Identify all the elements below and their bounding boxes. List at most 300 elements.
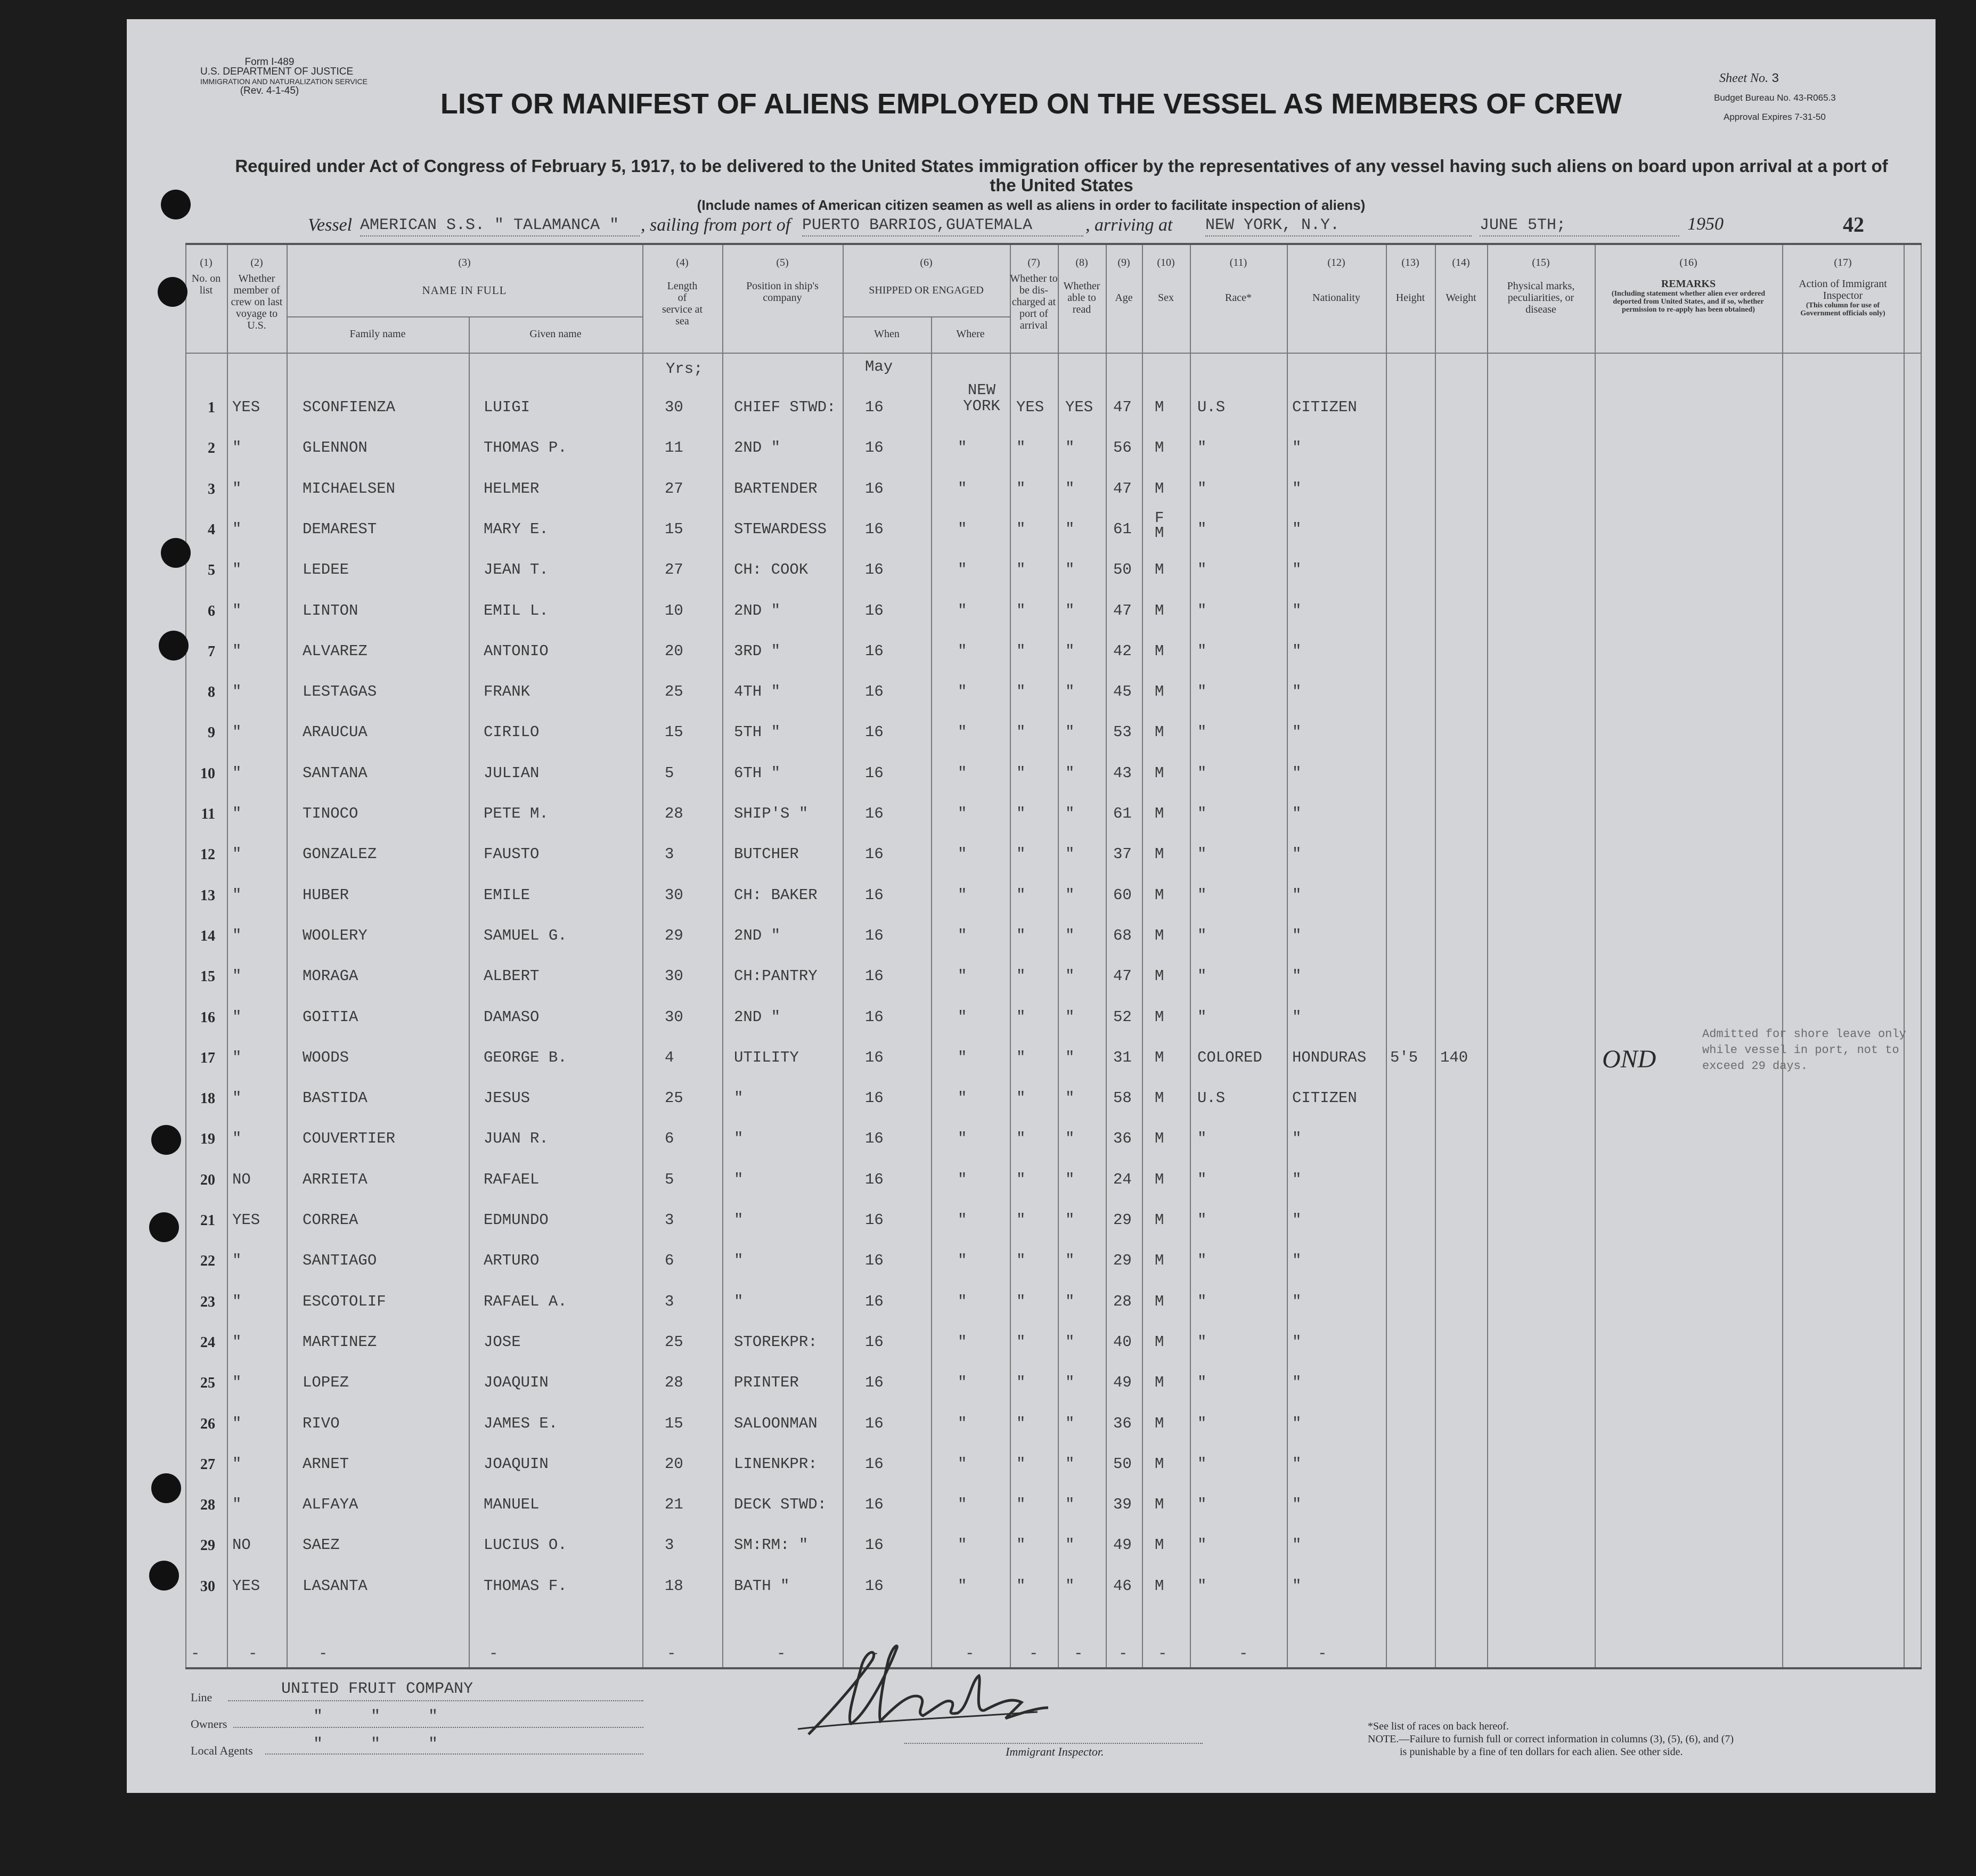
col-line xyxy=(931,317,932,1667)
family-name: WOOLERY xyxy=(303,927,368,944)
dash-mark: - xyxy=(191,1645,200,1662)
col12-header xyxy=(1287,257,1386,304)
race: " xyxy=(1197,1536,1207,1554)
crew-last-voyage: " xyxy=(232,723,242,741)
row-number: 8 xyxy=(208,684,215,700)
position: SALOONMAN xyxy=(734,1415,818,1432)
age: 36 xyxy=(1113,1415,1132,1432)
race: " xyxy=(1197,480,1207,497)
family-name: LOPEZ xyxy=(303,1374,349,1391)
shipped-when: 16 xyxy=(865,1293,884,1310)
punch-hole xyxy=(151,1473,181,1503)
race: " xyxy=(1197,561,1207,578)
shipped-when: 16 xyxy=(865,1374,884,1391)
shipped-where: " xyxy=(958,1496,967,1513)
family-name: ESCOTOLIF xyxy=(303,1293,386,1310)
shipped-when: 16 xyxy=(865,967,884,985)
service-years: 30 xyxy=(665,1008,683,1026)
service-years: 5 xyxy=(665,764,674,782)
sex: M xyxy=(1155,1252,1164,1269)
age: 29 xyxy=(1113,1211,1132,1229)
race: " xyxy=(1197,1415,1207,1432)
age: 47 xyxy=(1113,398,1132,416)
able-to-read: " xyxy=(1065,439,1075,456)
service-years: 10 xyxy=(665,602,683,619)
given-name: JUAN R. xyxy=(484,1130,549,1147)
where-header: Where xyxy=(956,328,985,340)
given-name: JEAN T. xyxy=(484,561,549,578)
position: 2ND " xyxy=(734,1008,781,1026)
able-to-read: " xyxy=(1065,723,1075,741)
crew-last-voyage: " xyxy=(232,886,242,904)
col17-title: Action of Immigrant Inspector xyxy=(1799,278,1887,301)
able-to-read: " xyxy=(1065,561,1075,578)
age: 28 xyxy=(1113,1293,1132,1310)
col13-number: (13) xyxy=(1401,257,1419,268)
age: 53 xyxy=(1113,723,1132,741)
family-name: LESTAGAS xyxy=(303,683,377,700)
nationality: " xyxy=(1292,1211,1302,1229)
col-line xyxy=(1904,245,1905,1667)
service-years: 21 xyxy=(665,1496,683,1513)
shipped-where: " xyxy=(958,723,967,741)
to-be-discharged: " xyxy=(1016,845,1026,863)
col10-header xyxy=(1142,257,1190,304)
race: " xyxy=(1197,1171,1207,1188)
age: 45 xyxy=(1113,683,1132,700)
sex: M xyxy=(1155,1089,1164,1107)
row-number: 12 xyxy=(200,846,215,863)
col-line xyxy=(1435,245,1436,1667)
col9-number: (9) xyxy=(1117,257,1130,268)
able-to-read: " xyxy=(1065,683,1075,700)
given-name: EMILE xyxy=(484,886,530,904)
able-to-read: " xyxy=(1065,1049,1075,1066)
col-line xyxy=(1010,245,1011,1667)
shipped-when: 16 xyxy=(865,1252,884,1269)
service-years: 3 xyxy=(665,1211,674,1229)
age: 39 xyxy=(1113,1496,1132,1513)
arriving-underline xyxy=(1205,235,1472,236)
family-name: SANTANA xyxy=(303,764,368,782)
line-underline xyxy=(228,1700,643,1701)
able-to-read: YES xyxy=(1065,398,1093,416)
punch-hole xyxy=(151,1125,181,1155)
nationality: " xyxy=(1292,1333,1302,1351)
position: STEWARDESS xyxy=(734,520,827,538)
able-to-read: " xyxy=(1065,845,1075,863)
header-bottom-border xyxy=(185,353,1922,354)
shipped-where: " xyxy=(958,1211,967,1229)
position: CH:PANTRY xyxy=(734,967,818,985)
service-years: 27 xyxy=(665,561,683,578)
nationality: " xyxy=(1292,967,1302,985)
shipped-where: " xyxy=(958,1455,967,1473)
service-years: 25 xyxy=(665,1089,683,1107)
shipped-when: 16 xyxy=(865,1415,884,1432)
crew-last-voyage: " xyxy=(232,1496,242,1513)
sex: M xyxy=(1155,439,1164,456)
crew-last-voyage: " xyxy=(232,1293,242,1310)
row-number: 16 xyxy=(200,1009,215,1026)
sex: M xyxy=(1155,886,1164,904)
page-title: LIST OR MANIFEST OF ALIENS EMPLOYED ON THE VESSEL AS MEMBERS OF CREW xyxy=(440,88,1622,120)
race: " xyxy=(1197,1252,1207,1269)
age: 29 xyxy=(1113,1252,1132,1269)
row-number: 24 xyxy=(200,1334,215,1351)
date-underline xyxy=(1480,235,1679,236)
dash-mark: - xyxy=(319,1645,328,1662)
position: 2ND " xyxy=(734,439,781,456)
given-name: JOAQUIN xyxy=(484,1455,549,1473)
shipped-where: " xyxy=(958,1374,967,1391)
to-be-discharged: " xyxy=(1016,927,1026,944)
family-name: ARAUCUA xyxy=(303,723,368,741)
crew-last-voyage: " xyxy=(232,683,242,700)
shipped-where: " xyxy=(958,967,967,985)
family-name: HUBER xyxy=(303,886,349,904)
dash-mark: - xyxy=(1158,1645,1167,1662)
col-line xyxy=(1190,245,1191,1667)
sex: M xyxy=(1155,602,1164,619)
row-number: 11 xyxy=(201,806,215,822)
page-subtitle: Required under Act of Congress of February 5, 1917, to be delivered to the United States immigration officer by the representatives of any vessel having such aliens on board upon arrival at a port of the United States xyxy=(235,156,1888,195)
shipped-where: " xyxy=(958,1171,967,1188)
position: " xyxy=(734,1293,744,1310)
position: " xyxy=(734,1130,744,1147)
race: " xyxy=(1197,1293,1207,1310)
col8-number: (8) xyxy=(1075,257,1088,268)
race: " xyxy=(1197,439,1207,456)
able-to-read: " xyxy=(1065,1536,1075,1554)
race: " xyxy=(1197,723,1207,741)
dash-mark: - xyxy=(777,1645,786,1662)
position: SM:RM: " xyxy=(734,1536,809,1554)
sex: M xyxy=(1155,1049,1164,1066)
approval-expiry: Approval Expires 7-31-50 xyxy=(1724,112,1826,122)
given-name: THOMAS P. xyxy=(484,439,567,456)
col-line xyxy=(722,245,723,1667)
shipped-when: 16 xyxy=(865,1089,884,1107)
age: 47 xyxy=(1113,480,1132,497)
row-number: 10 xyxy=(200,765,215,782)
shipped-when: 16 xyxy=(865,439,884,456)
given-name: RAFAEL A. xyxy=(484,1293,567,1310)
to-be-discharged: " xyxy=(1016,1211,1026,1229)
sheet-number-block xyxy=(1719,71,1779,86)
to-be-discharged: " xyxy=(1016,1089,1026,1107)
punch-hole xyxy=(158,277,187,307)
col-line xyxy=(185,245,186,1667)
row-number: 28 xyxy=(200,1497,215,1513)
col15-header xyxy=(1487,257,1595,315)
service-years: 4 xyxy=(665,1049,674,1066)
service-name: IMMIGRATION AND NATURALIZATION SERVICE xyxy=(200,77,368,86)
col13-header xyxy=(1386,257,1435,304)
inspector-underline xyxy=(904,1743,1203,1744)
col-line xyxy=(1595,245,1596,1667)
nationality: " xyxy=(1292,927,1302,944)
shipped-when: 16 xyxy=(865,398,884,416)
able-to-read: " xyxy=(1065,1415,1075,1432)
position: CHIEF STWD: xyxy=(734,398,836,416)
race: U.S xyxy=(1197,398,1226,416)
to-be-discharged: " xyxy=(1016,1293,1026,1310)
crew-last-voyage: YES xyxy=(232,398,260,416)
age: 43 xyxy=(1113,764,1132,782)
nationality: " xyxy=(1292,764,1302,782)
service-years: 15 xyxy=(665,520,683,538)
service-years: 15 xyxy=(665,723,683,741)
col14-title: Weight xyxy=(1446,292,1476,304)
family-name: CORREA xyxy=(303,1211,358,1229)
able-to-read: " xyxy=(1065,1577,1075,1595)
sailing-underline xyxy=(802,235,1083,236)
family-name: LINTON xyxy=(303,602,358,619)
row-number: 7 xyxy=(208,643,215,660)
to-be-discharged: " xyxy=(1016,1496,1026,1513)
service-years: 20 xyxy=(665,642,683,660)
age: 36 xyxy=(1113,1130,1132,1147)
table-top-border xyxy=(185,243,1922,245)
sex: M xyxy=(1155,1211,1164,1229)
col4-number: (4) xyxy=(676,257,689,268)
crew-last-voyage: " xyxy=(232,1130,242,1147)
col6-title: SHIPPED OR ENGAGED xyxy=(869,284,984,296)
sailing-label: , sailing from port of xyxy=(641,215,791,235)
arrival-year: 1950 xyxy=(1687,214,1724,234)
family-name: GLENNON xyxy=(303,439,368,456)
col13-title: Height xyxy=(1395,292,1425,304)
position: SHIP'S " xyxy=(734,805,809,822)
service-years: 6 xyxy=(665,1252,674,1269)
penalty-note-1: NOTE.—Failure to furnish full or correct information in columns (3), (5), (6), and (7) xyxy=(1368,1733,1734,1745)
sex: M xyxy=(1155,1496,1164,1513)
race: " xyxy=(1197,602,1207,619)
col2-header xyxy=(227,257,287,331)
sex: M xyxy=(1155,1171,1164,1188)
crew-last-voyage: " xyxy=(232,845,242,863)
col8-title: Whether able to read xyxy=(1063,280,1100,315)
position: 5TH " xyxy=(734,723,781,741)
punch-hole xyxy=(149,1212,179,1242)
crew-last-voyage: " xyxy=(232,764,242,782)
race: " xyxy=(1197,967,1207,985)
agents-label: Local Agents xyxy=(191,1744,253,1757)
service-years: 3 xyxy=(665,1293,674,1310)
shipped-when: 16 xyxy=(865,845,884,863)
family-name: ARRIETA xyxy=(303,1171,368,1188)
shipped-where: " xyxy=(958,805,967,822)
sex: F M xyxy=(1155,509,1164,542)
col3-title: NAME IN FULL xyxy=(422,284,507,297)
able-to-read: " xyxy=(1065,1374,1075,1391)
age: 61 xyxy=(1113,520,1132,538)
dash-mark: - xyxy=(1074,1645,1083,1662)
name-subheader-line xyxy=(287,316,642,317)
shipped-when: 16 xyxy=(865,683,884,700)
punch-hole xyxy=(161,190,191,219)
dash-mark: - xyxy=(1318,1645,1327,1662)
position: 3RD " xyxy=(734,642,781,660)
nationality: " xyxy=(1292,1536,1302,1554)
service-years: 28 xyxy=(665,805,683,822)
race: COLORED xyxy=(1197,1049,1262,1066)
family-name: MORAGA xyxy=(303,967,358,985)
race: " xyxy=(1197,1455,1207,1473)
col5-title: Position in ship's company xyxy=(746,280,819,304)
shipped-where: " xyxy=(958,845,967,863)
sex: M xyxy=(1155,683,1164,700)
sex: M xyxy=(1155,1333,1164,1351)
race: " xyxy=(1197,520,1207,538)
sex: M xyxy=(1155,927,1164,944)
row-number: 5 xyxy=(208,562,215,578)
sex: M xyxy=(1155,642,1164,660)
given-name: CIRILO xyxy=(484,723,540,741)
col15-number: (15) xyxy=(1532,257,1550,268)
col-line xyxy=(1106,245,1107,1667)
nationality: " xyxy=(1292,642,1302,660)
col12-title: Nationality xyxy=(1312,292,1360,304)
col6-header xyxy=(843,257,1010,296)
nationality: " xyxy=(1292,1577,1302,1595)
dash-mark: - xyxy=(1029,1645,1039,1662)
to-be-discharged: " xyxy=(1016,1008,1026,1026)
row-number: 4 xyxy=(208,521,215,538)
given-name: PETE M. xyxy=(484,805,549,822)
shipped-where: " xyxy=(958,683,967,700)
nationality: CITIZEN xyxy=(1292,398,1357,416)
race: " xyxy=(1197,1496,1207,1513)
service-years: 3 xyxy=(665,1536,674,1554)
row-number: 23 xyxy=(200,1294,215,1310)
age: 58 xyxy=(1113,1089,1132,1107)
sex: M xyxy=(1155,1130,1164,1147)
age: 47 xyxy=(1113,967,1132,985)
able-to-read: " xyxy=(1065,1008,1075,1026)
position: BUTCHER xyxy=(734,845,799,863)
to-be-discharged: " xyxy=(1016,1130,1026,1147)
col-line xyxy=(1058,245,1059,1667)
shipped-where: " xyxy=(958,1415,967,1432)
arrival-date: JUNE 5TH; xyxy=(1480,216,1566,234)
able-to-read: " xyxy=(1065,1333,1075,1351)
service-years: 11 xyxy=(665,439,683,456)
shipped-where: " xyxy=(958,480,967,497)
nationality: " xyxy=(1292,1008,1302,1026)
row-number: 27 xyxy=(200,1456,215,1473)
family-name: RIVO xyxy=(303,1415,340,1432)
sheet-number: 3 xyxy=(1771,72,1779,86)
shipped-where: " xyxy=(958,520,967,538)
crew-last-voyage: " xyxy=(232,1049,242,1066)
col-line xyxy=(1386,245,1387,1667)
position: " xyxy=(734,1089,744,1107)
sex: M xyxy=(1155,723,1164,741)
family-name: SCONFIENZA xyxy=(303,398,396,416)
col-line xyxy=(1142,245,1143,1667)
col1-title: No. on list xyxy=(191,273,221,296)
nationality: " xyxy=(1292,683,1302,700)
col16-title: REMARKS xyxy=(1661,278,1716,290)
age: 56 xyxy=(1113,439,1132,456)
given-name: THOMAS F. xyxy=(484,1577,567,1595)
sex: M xyxy=(1155,1008,1164,1026)
form-number: Form I-489 xyxy=(244,56,295,68)
to-be-discharged: " xyxy=(1016,764,1026,782)
remark-initials: OND xyxy=(1602,1045,1656,1073)
nationality: CITIZEN xyxy=(1292,1089,1357,1107)
given-name: JOAQUIN xyxy=(484,1374,549,1391)
page-number: 42 xyxy=(1843,213,1864,236)
row-number: 19 xyxy=(200,1131,215,1147)
to-be-discharged: " xyxy=(1016,805,1026,822)
height: 5'5 xyxy=(1390,1049,1418,1066)
col14-header xyxy=(1435,257,1487,304)
able-to-read: " xyxy=(1065,642,1075,660)
shipped-when: 16 xyxy=(865,1455,884,1473)
nationality: " xyxy=(1292,1293,1302,1310)
owners-value: " " " xyxy=(313,1708,438,1726)
col2-number: (2) xyxy=(250,257,263,268)
shipped-where: " xyxy=(958,886,967,904)
shipped-when: 16 xyxy=(865,927,884,944)
dash-mark: - xyxy=(667,1645,676,1662)
crew-last-voyage: " xyxy=(232,602,242,619)
given-name: LUCIUS O. xyxy=(484,1536,567,1554)
given-name: JULIAN xyxy=(484,764,540,782)
agents-value: " " " xyxy=(313,1735,438,1753)
crew-last-voyage: " xyxy=(232,439,242,456)
row-number: 25 xyxy=(200,1375,215,1391)
sex: M xyxy=(1155,845,1164,863)
shipped-where: " xyxy=(958,1293,967,1310)
given-name: SAMUEL G. xyxy=(484,927,567,944)
age: 31 xyxy=(1113,1049,1132,1066)
age: 52 xyxy=(1113,1008,1132,1026)
shipped-when: 16 xyxy=(865,1333,884,1351)
shipped-where: NEW YORK xyxy=(963,381,1000,415)
sex: M xyxy=(1155,1577,1164,1595)
age: 49 xyxy=(1113,1374,1132,1391)
sex: M xyxy=(1155,480,1164,497)
row-number: 30 xyxy=(200,1578,215,1595)
family-name: COUVERTIER xyxy=(303,1130,396,1147)
age: 42 xyxy=(1113,642,1132,660)
crew-last-voyage: " xyxy=(232,1089,242,1107)
family-name-header: Family name xyxy=(349,328,406,340)
service-years: 18 xyxy=(665,1577,683,1595)
nationality: " xyxy=(1292,561,1302,578)
to-be-discharged: " xyxy=(1016,1536,1026,1554)
race: " xyxy=(1197,1577,1207,1595)
col17-subtitle: (This column for use of Government officials only) xyxy=(1800,301,1885,317)
col16-subtitle: (Including statement whether alien ever ordered deported from United States, and if so, whether permission to re-apply has been obtained) xyxy=(1611,290,1766,314)
position: CH: BAKER xyxy=(734,886,818,904)
sailing-port: PUERTO BARRIOS,GUATEMALA xyxy=(802,216,1033,234)
line-label: Line xyxy=(191,1691,213,1704)
col9-title: Age xyxy=(1115,292,1133,304)
row-number: 13 xyxy=(200,887,215,904)
position: BATH " xyxy=(734,1577,790,1595)
shipped-when: 16 xyxy=(865,1577,884,1595)
shipped-where: " xyxy=(958,1089,967,1107)
family-name: BASTIDA xyxy=(303,1089,368,1107)
row-number: 20 xyxy=(200,1172,215,1188)
family-name: ARNET xyxy=(303,1455,349,1473)
position: DECK STWD: xyxy=(734,1496,827,1513)
